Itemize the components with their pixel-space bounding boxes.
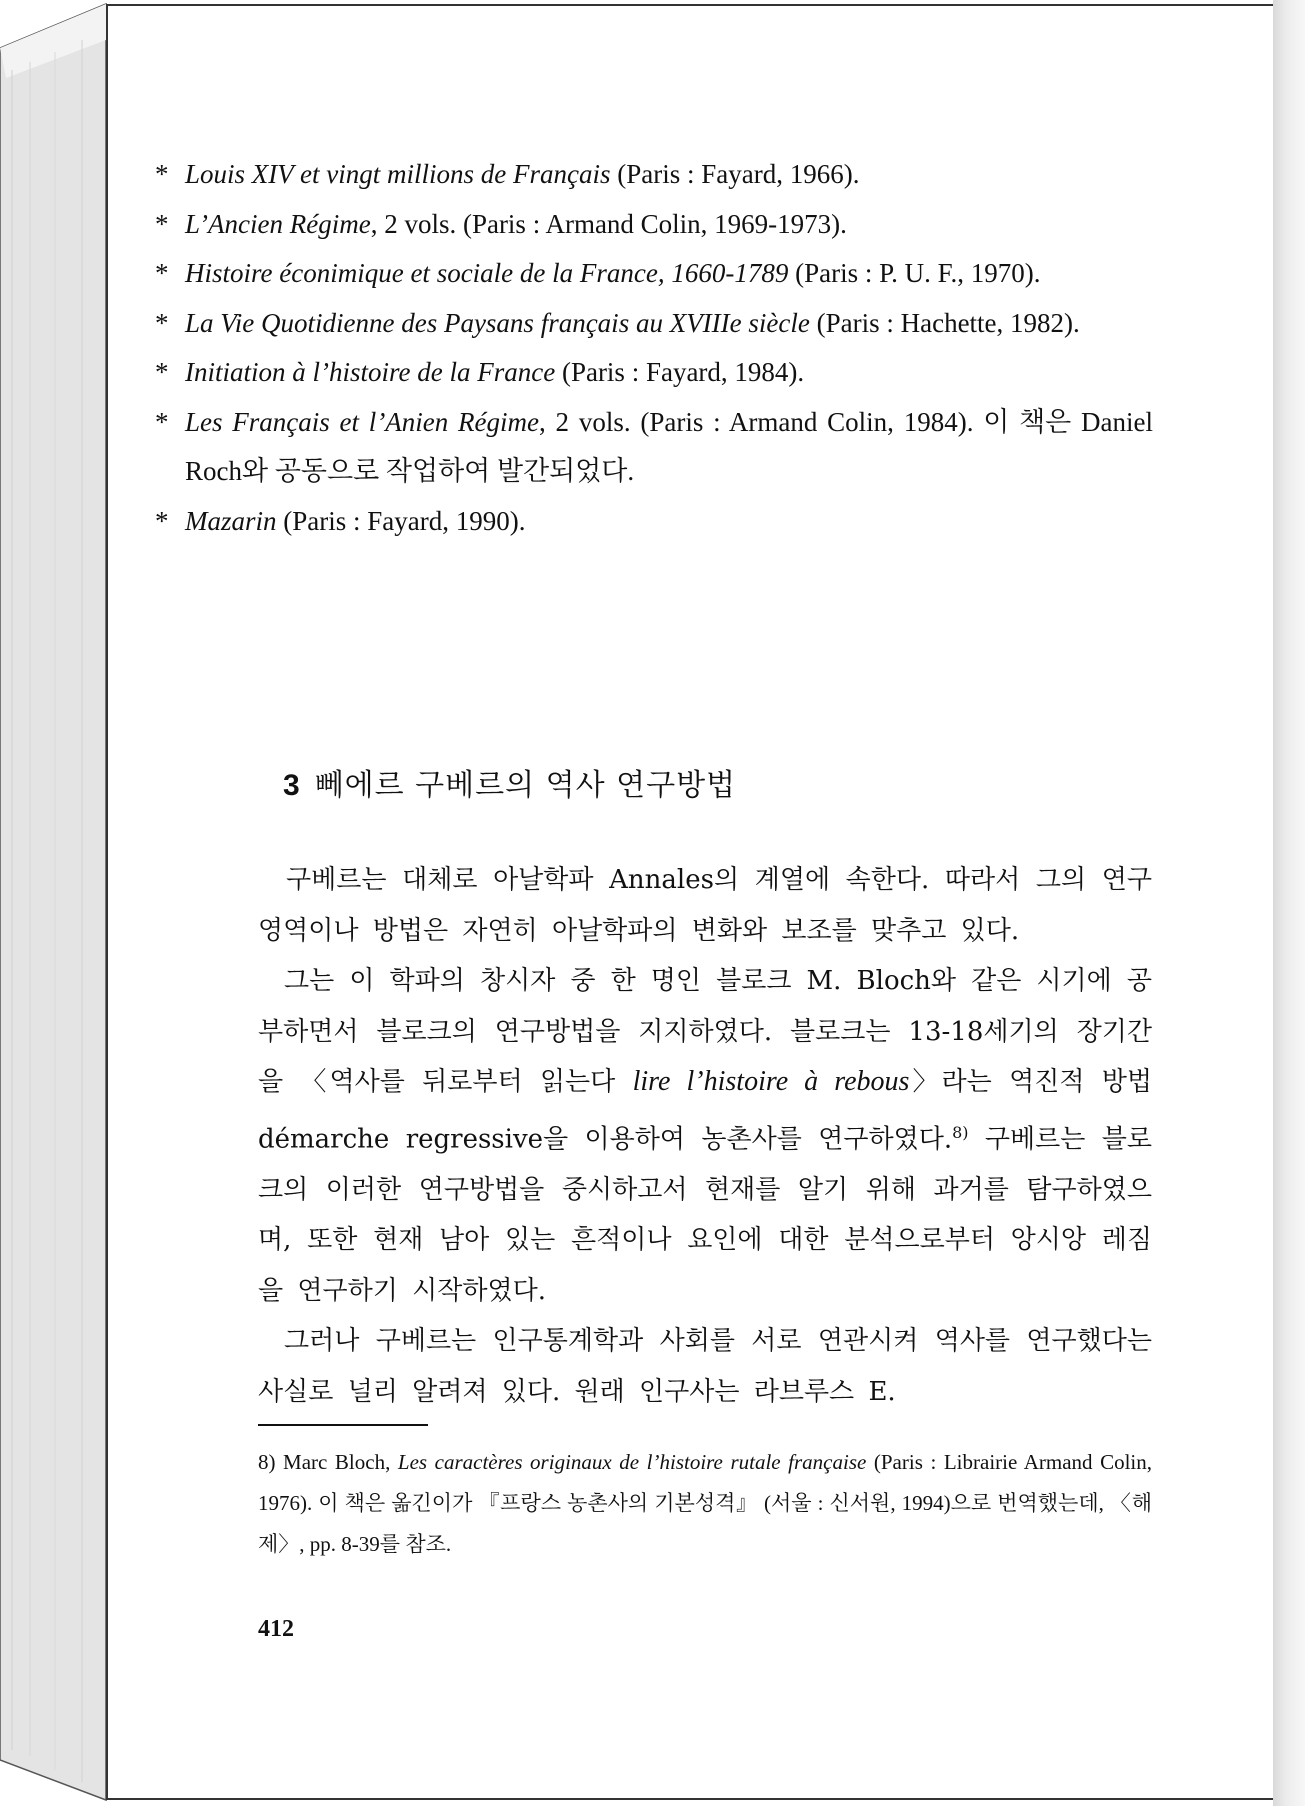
footnote-divider — [258, 1424, 428, 1426]
footnote: 8) Marc Bloch, Les caractères originaux de l’histoire rutale française (Paris : Librairie Armand Colin, 1976). 이 책은 옮긴이가 『프랑스 농촌사의 기본성격』 (서울 : 신서원, 1994)으로 번역했는데, 〈해제〉, pp. 8-39를 참조. — [258, 1450, 1153, 1556]
bibliography-list — [155, 150, 1153, 546]
paragraph: 그러나 구베르는 인구통계학과 사회를 서로 연관시켜 역사를 연구했다는 사실로 널리 알려져 있다. 원래 인구사는 라브루스 E. — [258, 1326, 1152, 1407]
bibliography-item: * Louis XIV et vingt millions de Français (Paris : Fayard, 1966). — [155, 159, 860, 189]
body-text — [258, 855, 1152, 1417]
bibliography-item: * La Vie Quotidienne des Paysans français au XVIIIe siècle (Paris : Hachette, 1982). — [155, 307, 1080, 338]
bibliography-item: * Les Français et l’Anien Régime, 2 vols. (Paris : Armand Colin, 1984). 이 책은 Daniel Roch와 공동으로 작업하여 발간되었다. — [155, 406, 1153, 486]
bibliography-item: * Histoire éconimique et sociale de la France, 1660-1789 (Paris : P. U. F., 1970). — [155, 258, 1041, 288]
bibliography-item: * Mazarin (Paris : Fayard, 1990). — [155, 505, 526, 536]
footnote-reference: 8) — [952, 1122, 969, 1142]
page-right-edge — [1273, 0, 1305, 1806]
bibliography-item: * Initiation à l’histoire de la France (Paris : Fayard, 1984). — [155, 357, 805, 387]
section-number: 3 — [283, 769, 301, 802]
page-number: 412 — [258, 1616, 294, 1642]
bibliography-item: * L’Ancien Régime, 2 vols. (Paris : Armand Colin, 1969-1973). — [155, 208, 847, 239]
section-heading — [283, 760, 736, 804]
paragraph: 그는 이 학파의 창시자 중 한 명인 블로크 M. Bloch와 같은 시기에 공부하면서 블로크의 연구방법을 지지하였다. 블로크는 13-18세기의 장기간을 〈역사를 뒤로부터 읽는다 lire l’histoire à rebous〉라는 역진적 방법 démarche regressive을 이용하여 농촌사를 연구하였다.$^{8)}$ 구베르는 블로크의 이러한 연구방법을 중시하고서 현재를 알기 위해 과거를 탐구하였으며, 또한 현재 남아 있는 흔적이나 요인에 대한 분석으로부터 앙시앙 레짐을 연구하기 시작하였다. — [258, 966, 1153, 1306]
paragraph: 구베르는 대체로 아날학파 Annales의 계열에 속한다. 따라서 그의 연구영역이나 방법은 자연히 아날학파의 변화와 보조를 맞추고 있다. — [258, 865, 1152, 946]
book-spine — [0, 0, 110, 1806]
section-title-text: 뻬에르 구베르의 역사 연구방법 — [314, 768, 737, 803]
bibliography-section — [155, 150, 1153, 546]
